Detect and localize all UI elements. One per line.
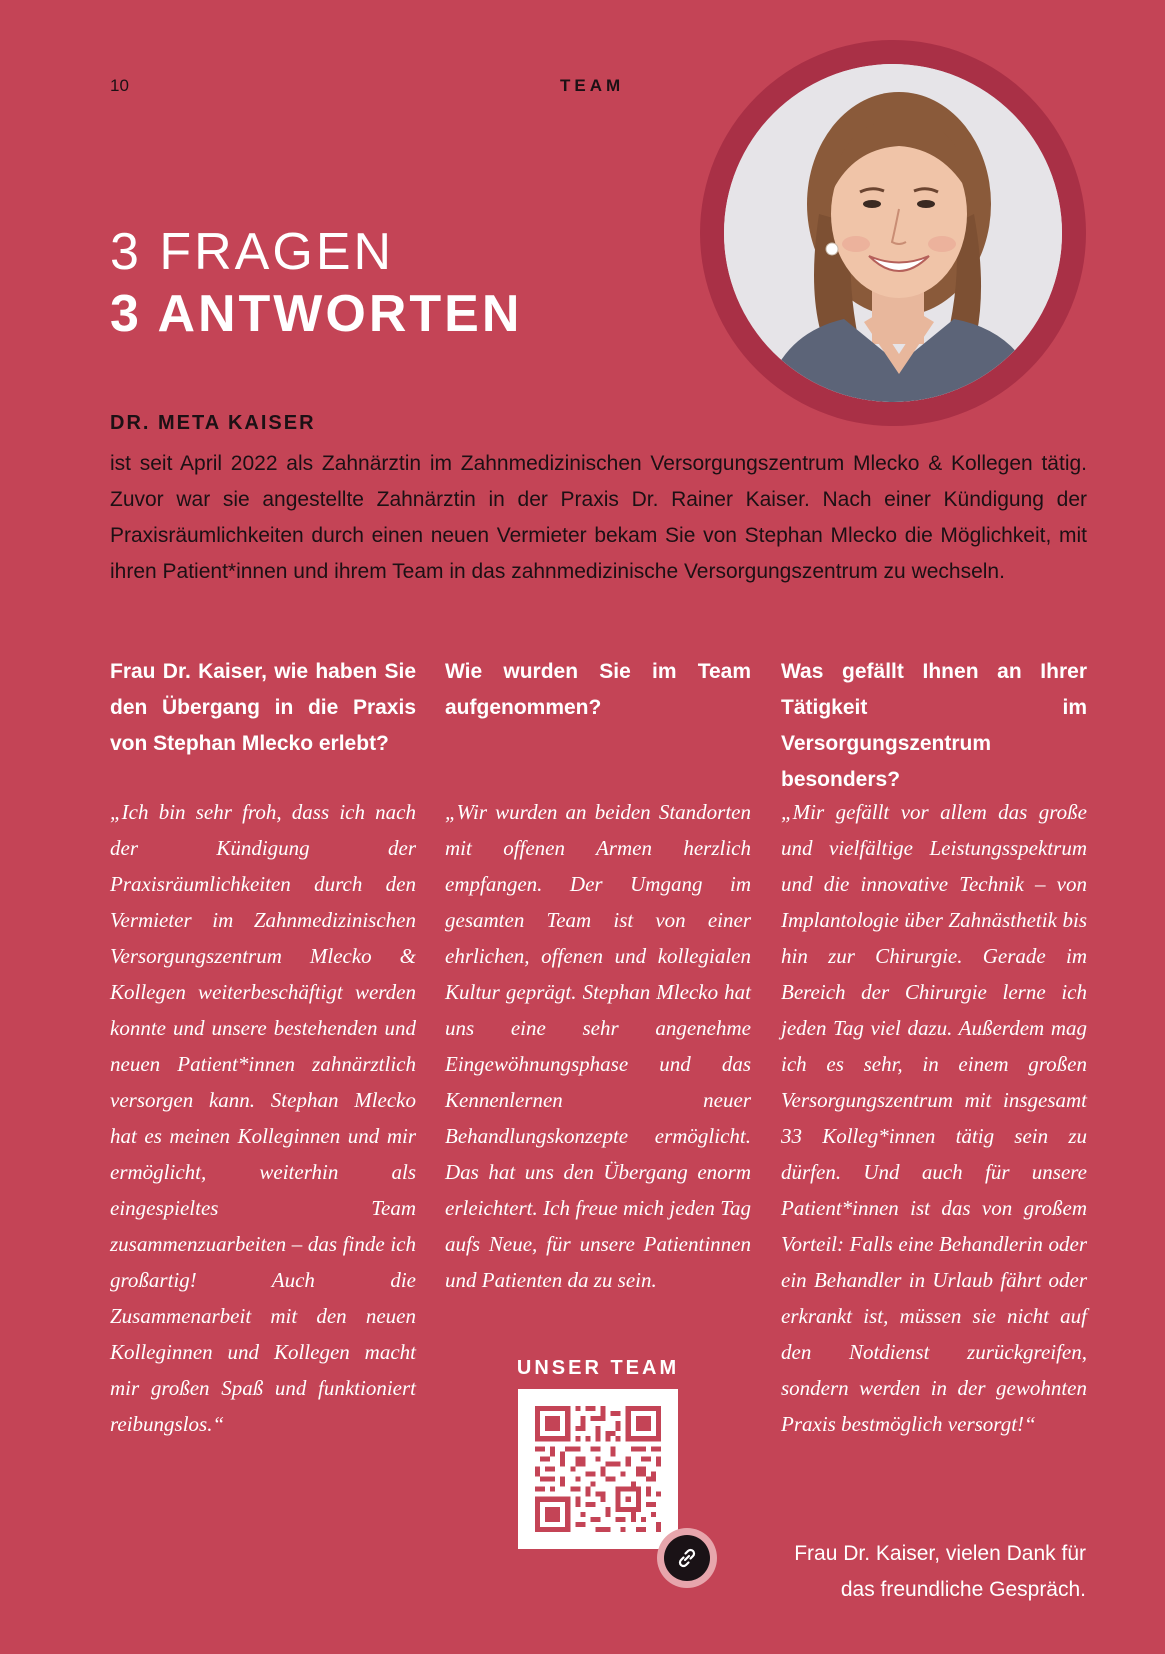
interview-column-1 [110,654,416,1442]
link-badge[interactable] [657,1528,717,1588]
closing-line-1: Frau Dr. Kaiser, vielen Dank für [794,1542,1086,1565]
question-1: Frau Dr. Kaiser, wie haben Sie den Übergang in die Praxis von Stephan Mlecko erlebt? [110,660,416,755]
closing-note [740,1536,1086,1608]
title-line-1: 3 FRAGEN [110,223,395,281]
interview-column-2 [445,654,751,1298]
question-2: Wie wurden Sie im Team aufgenommen? [445,660,751,719]
interview-column-3 [781,654,1087,1442]
section-label: TEAM [560,76,625,95]
answer-3: „Mir gefällt vor allem das große und vielfältige Leistungsspektrum und die innovative Technik – von Implantologie über Zahnästhetik bis hin zur Chirurgie. Gerade im Bereich der Chirurgie lerne ich jeden Tag viel dazu. Außerdem mag ich es sehr, in einem großen Versorgungszentrum mit insgesamt 33 Kolleg*innen tätig sein zu dürfen. Und auch für unsere Patient*innen ist das von großem Vorteil: Falls eine Behandlerin oder ein Behandler in Urlaub fährt oder erkrankt ist, müssen sie nicht auf den Notdienst zurückgreifen, sondern werden in der gewohnten Praxis bestmöglich versorgt!“ [781,800,1087,1436]
team-qr-code[interactable] [518,1389,678,1549]
closing-line-2: das freundliche Gespräch. [840,1578,1086,1601]
team-label: UNSER TEAM [516,1357,680,1379]
interviewee-name: DR. META KAISER [110,412,316,434]
intro-paragraph: ist seit April 2022 als Zahnärztin im Zahnmedizinischen Versorgungszentrum Mlecko & Kollegen tätig. Zuvor war sie angestellte Zahnärztin in der Praxis Dr. Rainer Kaiser. Nach einer Kündigung der Praxisräumlichkeiten durch einen neuen Vermieter bekam Sie von Stephan Mlecko die Möglichkeit, mit ihren Patient*innen und ihrem Team in das zahnmedizinische Versorgungszentrum zu wechseln. [110,452,1087,583]
link-icon [664,1535,710,1581]
portrait-photo [724,64,1062,402]
answer-1: „Ich bin sehr froh, dass ich nach der Kündigung der Praxisräumlichkeiten durch den Vermieter im Zahnmedizinischen Versorgungszentrum Mlecko & Kollegen weiterbeschäftigt werden konnte und unsere bestehenden und neuen Patient*innen zahnärztlich versorgen kann. Stephan Mlecko hat es meinen Kolleginnen und mir ermöglicht, weiterhin als eingespieltes Team zusammenzuarbeiten – das finde ich großartig! Auch die Zusammenarbeit mit den neuen Kolleginnen und Kollegen macht mir großen Spaß und funktioniert reibungslos.“ [110,800,416,1436]
title-line-2: 3 ANTWORTEN [110,285,523,343]
portrait-frame [700,40,1086,426]
question-3: Was gefällt Ihnen an Ihrer Tätigkeit im Versorgungszentrum besonders? [781,660,1087,791]
page-number: 10 [110,76,129,95]
answer-2: „Wir wurden an beiden Standorten mit offenen Armen herzlich empfangen. Der Umgang im gesamten Team ist von einer ehrlichen, offenen und kollegialen Kultur geprägt. Stephan Mlecko hat uns eine sehr angenehme Eingewöhnungsphase und das Kennenlernen neuer Behandlungskonzepte ermöglicht. Das hat uns den Übergang enorm erleichtert. Ich freue mich jeden Tag aufs Neue, für unsere Patientinnen und Patienten da zu sein. [445,800,751,1292]
